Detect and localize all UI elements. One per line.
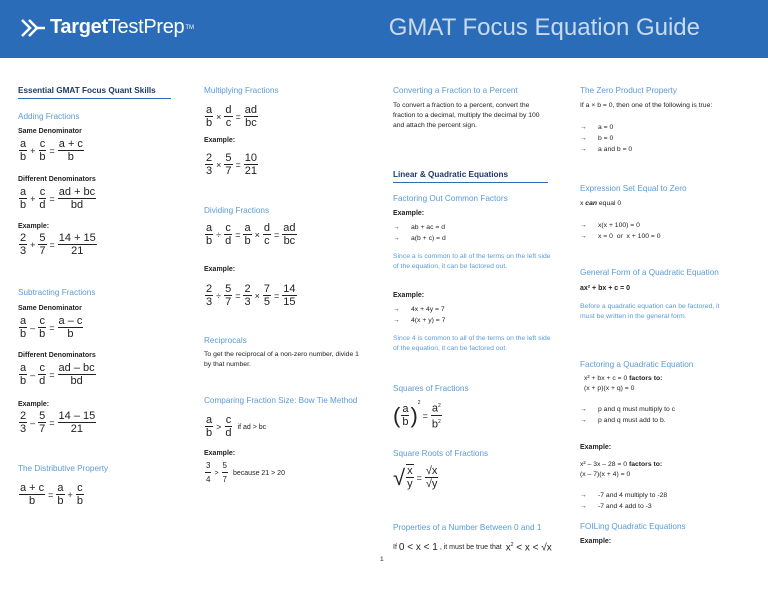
heading-square-roots: Square Roots of Fractions <box>393 449 489 458</box>
arrow-icon: → <box>393 306 400 313</box>
formula-multiply: $\frac{a}{b}$ × $\frac{d}{c}$ = $\frac{ad}{bc}$ <box>206 104 258 129</box>
heading-zero-product: The Zero Product Property <box>580 86 677 95</box>
formula-add-different-denominators: $\frac{a}{b}$ + $\frac{c}{d}$ = $\frac{ad + bc}{bd}$ <box>20 186 96 211</box>
text-fraction-to-percent: To convert a fraction to a percent, convert the fraction to a decimal, multiply the decimal by 100 and attach the percent sign. <box>393 102 540 129</box>
logo-testprep-text: TestPrep <box>107 16 185 38</box>
heading-dividing-fractions: Dividing Fractions <box>204 206 270 215</box>
logo-chevron-icon <box>20 18 46 38</box>
arrow-icon: → <box>580 124 587 131</box>
formula-square-fraction: ( $\frac{a}{b}$ ) $^2$ = $\frac{a^2}{b^2}$ <box>393 400 441 431</box>
heading-reciprocals: Reciprocals <box>204 336 247 345</box>
logo-trademark: TM <box>185 24 195 31</box>
heading-expression-zero: Expression Set Equal to Zero <box>580 184 687 193</box>
arrow-icon: → <box>580 135 587 142</box>
label-same-denominator: Same Denominator <box>18 128 82 135</box>
arrow-icon: → <box>580 492 587 499</box>
arrow-icon: → <box>580 233 587 240</box>
arrow-icon: → <box>580 222 587 229</box>
text-factoring-quadratic: x² + bx + c = 0 factors to: (x + p)(x + q) = 0 <box>584 375 663 392</box>
heading-distributive-property: The Distributive Property <box>18 464 109 473</box>
heading-number-between-0-1: Properties of a Number Between 0 and 1 <box>393 523 542 532</box>
formula-divide-example: $\frac{2}{3}$ ÷ $\frac{5}{7}$ = $\frac{2}{3}$ × $\frac{7}{5}$ = $\frac{14}{15}$ <box>206 283 296 308</box>
label-example-factor2: Example: <box>393 292 425 299</box>
arrow-icon: → <box>580 146 587 153</box>
heading-foiling: FOILing Quadratic Equations <box>580 522 686 531</box>
note-general-form: Before a quadratic equation can be factored, it must be written in the general form. <box>580 303 720 320</box>
text-reciprocals: To get the reciprocal of a non-zero number, divide 1 by that number. <box>204 351 359 368</box>
arrow-icon: → <box>393 235 400 242</box>
label-example-bow-tie: Example: <box>204 450 236 457</box>
label-different-denominators: Different Denominators <box>18 176 96 183</box>
header-banner <box>0 0 768 58</box>
heading-subtracting-fractions: Subtracting Fractions <box>18 288 96 297</box>
list-factoring-quadratic: → p and q must multiply to c → p and q must add to b. <box>580 406 676 424</box>
formula-general-form: ax² + bx + c = 0 <box>580 285 631 292</box>
formula-bow-tie: $\frac{a}{b}$ > $\frac{c}{d}$ if ad > bc <box>206 414 267 439</box>
arrow-icon: → <box>393 224 400 231</box>
label-example: Example: <box>18 223 50 230</box>
list-expression-zero: → x(x + 100) = 0 → x = 0 or x + 100 = 0 <box>580 222 661 240</box>
text-expression-zero: x can equal 0 <box>580 200 622 207</box>
section-heading-essential-skills: Essential GMAT Focus Quant Skills <box>18 86 171 99</box>
label-example-foiling: Example: <box>580 538 612 545</box>
label-different-denominators-sub: Different Denominators <box>18 352 96 359</box>
heading-multiplying-fractions: Multiplying Fractions <box>204 86 279 95</box>
logo-target-text: Target <box>50 16 108 38</box>
formula-multiply-example: $\frac{2}{3}$ × $\frac{5}{7}$ = $\frac{10}{21}$ <box>206 152 258 177</box>
formula-distributive: $\frac{a + c}{b}$ = $\frac{a}{b}$ + $\frac{c}{b}$ <box>20 482 83 507</box>
formula-between-0-1: If 0 < x < 1 , it must be true that $x^2 < x < √x$ <box>393 542 552 554</box>
text-if-ad-bc: if ad > bc <box>237 423 267 431</box>
page-number: 1 <box>380 556 384 563</box>
formula-add-same-denominator: $\frac{a}{b}$ + $\frac{c}{b}$ = $\frac{a + c}{b}$ <box>20 138 83 163</box>
label-example-divide: Example: <box>204 266 236 273</box>
arrow-icon: → <box>580 503 587 510</box>
document-title: GMAT Focus Equation Guide <box>388 14 700 41</box>
section-heading-linear-quadratic: Linear & Quadratic Equations <box>393 170 548 183</box>
formula-sub-different-denominators: $\frac{a}{b}$ – $\frac{c}{d}$ = $\frac{ad - bc}{bd}$ <box>20 362 95 387</box>
list-zero-product: → a = 0 → b = 0 → a and b = 0 <box>580 124 633 153</box>
arrow-icon: → <box>580 406 587 413</box>
heading-factoring-quadratic: Factoring a Quadratic Equation <box>580 360 694 369</box>
formula-add-example: $\frac{2}{3}$ + $\frac{5}{7}$ = $\frac{14 + 15}{21}$ <box>20 232 96 257</box>
formula-divide: $\frac{a}{b}$ ÷ $\frac{c}{d}$ = $\frac{a}{b}$ × $\frac{d}{c}$ = $\frac{ad}{bc}$ <box>206 222 296 247</box>
note-factor-a: Since a is common to all of the terms on the left side of the equation, it can be factored out. <box>393 253 551 270</box>
note-factor-4: Since 4 is common to all of the terms on the left side of the equation, it can be factored out. <box>393 335 551 352</box>
formula-bow-tie-example: $\frac{3}{4}$ > $\frac{5}{7}$ because 21 > 20 <box>206 461 285 484</box>
text-because: because 21 > 20 <box>233 469 285 477</box>
label-example-multiply: Example: <box>204 137 236 144</box>
label-example-sub: Example: <box>18 401 50 408</box>
formula-sub-same-denominator: $\frac{a}{b}$ – $\frac{c}{b}$ = $\frac{a - c}{b}$ <box>20 315 83 340</box>
heading-bow-tie-method: Comparing Fraction Size: Bow Tie Method <box>204 396 358 405</box>
formula-sub-example: $\frac{2}{3}$ – $\frac{5}{7}$ = $\frac{14 - 15}{21}$ <box>20 410 96 435</box>
heading-squares-of-fractions: Squares of Fractions <box>393 384 469 393</box>
list-quadratic-example: → -7 and 4 multiply to -28 → -7 and 4 add to -3 <box>580 492 668 510</box>
text-quadratic-example: x² – 3x – 28 = 0 factors to: (x – 7)(x + 4) = 0 <box>580 461 663 478</box>
label-same-denominator-sub: Same Denominator <box>18 305 82 312</box>
heading-fraction-to-percent: Converting a Fraction to a Percent <box>393 86 518 95</box>
list-factor-example-1: → ab + ac = d → a(b + c) = d <box>393 224 446 242</box>
arrow-icon: → <box>393 317 400 324</box>
heading-general-form: General Form of a Quadratic Equation <box>580 268 719 277</box>
label-example-quadratic: Example: <box>580 444 612 451</box>
text-zero-product: If a × b = 0, then one of the following is true: <box>580 102 713 109</box>
heading-adding-fractions: Adding Fractions <box>18 112 80 121</box>
brand-logo[interactable] <box>20 16 194 39</box>
formula-square-root-fraction: √ $\frac{x}{y}$ = $\frac{√x}{√y}$ <box>393 464 438 490</box>
list-factor-example-2: → 4x + 4y = 7 → 4(x + y) = 7 <box>393 306 446 324</box>
heading-factoring-out: Factoring Out Common Factors <box>393 194 508 203</box>
label-example-factor1: Example: <box>393 210 425 217</box>
arrow-icon: → <box>580 417 587 424</box>
